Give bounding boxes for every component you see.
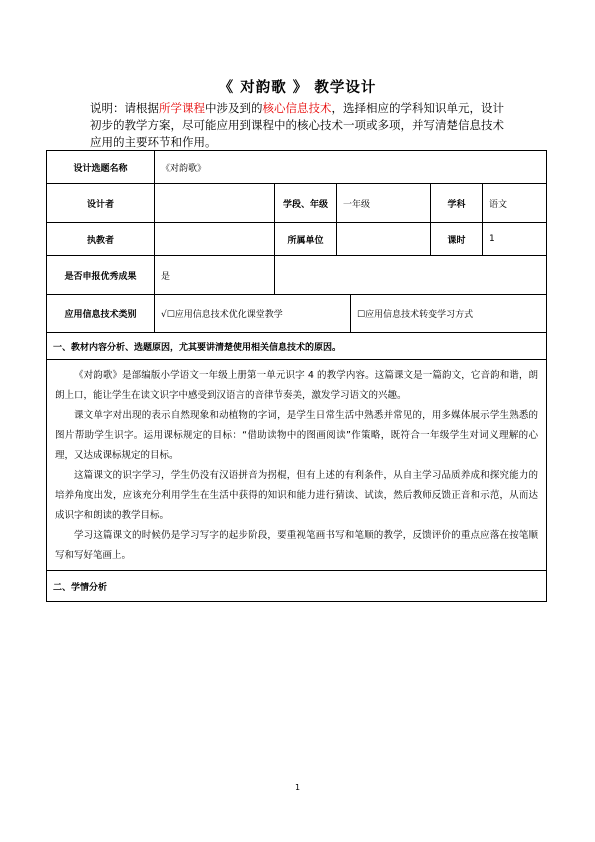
instructions-text — [90, 100, 510, 151]
row-excellent — [47, 256, 547, 295]
row-section2-title — [47, 571, 547, 602]
hours-label: 课时 — [431, 223, 483, 256]
tech-option-transform-label: ☐应用信息技术转变学习方式 — [357, 310, 474, 320]
lesson-design-form — [46, 150, 547, 602]
excellent-label: 是否申报优秀成果 — [47, 256, 155, 295]
section1-paragraph: 学习这篇课文的时候仍是学习写字的起步阶段，要重视笔画书写和笔顺的教学，反馈评价的重点应落在按笔顺写和写好笔画上。 — [55, 530, 539, 561]
section2-title: 二、学情分析 — [47, 571, 547, 602]
row-section1-body — [47, 360, 547, 571]
topic-value[interactable]: 《对韵歌》 — [155, 151, 547, 184]
tech-option-transform[interactable] — [350, 295, 546, 332]
section1-paragraph: 这篇课文的识字学习，学生仍没有汉语拼音为拐棍，但有上述的有利条件，从自主学习品质养成和探究能力的培养角度出发，应该充分利用学生在生活中获得的知识和能力进行猜读、试读，然后教师反馈正音和示范，从而达成识字和朗读的教学目标。 — [55, 470, 539, 521]
unit-label: 所属单位 — [275, 223, 337, 256]
section1-paragraph: 《对韵歌》是部编版小学语文一年级上册第一单元识字 4 的教学内容。这篇课文是一篇韵文，它音韵和谐，朗朗上口，能让学生在读文识字中感受到汉语言的音律节奏美，激发学习语文的兴趣。 — [55, 370, 539, 401]
topic-label: 设计选题名称 — [47, 151, 155, 184]
excellent-extra — [275, 256, 547, 295]
grade-label: 学段、年级 — [275, 184, 337, 223]
unit-value[interactable] — [337, 223, 431, 256]
designer-value[interactable] — [155, 184, 275, 223]
subject-label: 学科 — [431, 184, 483, 223]
teacher-label: 执教者 — [47, 223, 155, 256]
tech-options-cell — [155, 295, 547, 333]
row-topic — [47, 151, 547, 184]
instructions-highlight-course: 所学课程 — [159, 101, 205, 115]
subject-value[interactable]: 语文 — [483, 184, 547, 223]
section1-paragraph: 课文单字对出现的表示自然现象和动植物的字词，是学生日常生活中熟悉并常见的，用多媒体展示学生熟悉的图片帮助学生识字。运用课标规定的目标：“借助读物中的图画阅读”作策略，既符合一年级学生对词义理解的心理，又达成课标规定的目标。 — [55, 410, 539, 461]
instructions-prefix: 说明：请根据 — [90, 101, 159, 115]
designer-label: 设计者 — [47, 184, 155, 223]
excellent-value[interactable]: 是 — [155, 256, 275, 295]
row-designer — [47, 184, 547, 223]
instructions-mid: 中涉及到的 — [205, 101, 263, 115]
section1-body — [47, 360, 547, 571]
instructions-rest: ，选择相应的学科知识单元，设计初步的教学方案，尽可能应用到课程中的核心技术一项或多项，并写清楚信息技术应用的主要环节和作用。 — [90, 101, 504, 149]
instructions-highlight-tech: 核心信息技术 — [262, 101, 332, 115]
tech-label: 应用信息技术类别 — [47, 295, 155, 333]
row-tech-category — [47, 295, 547, 333]
tech-option-optimize[interactable] — [155, 295, 350, 332]
row-section1-title — [47, 333, 547, 360]
hours-value[interactable]: 1 — [483, 223, 547, 256]
section1-title: 一、教材内容分析、选题原因，尤其要讲清楚使用相关信息技术的原因。 — [47, 333, 547, 360]
page-number: 1 — [294, 783, 301, 792]
tech-option-optimize-label: √☐应用信息技术优化课堂教学 — [161, 310, 283, 320]
document-title: 《 对韵歌 》 教学设计 — [218, 80, 377, 96]
grade-value[interactable]: 一年级 — [337, 184, 431, 223]
row-teacher — [47, 223, 547, 256]
teacher-value[interactable] — [155, 223, 275, 256]
